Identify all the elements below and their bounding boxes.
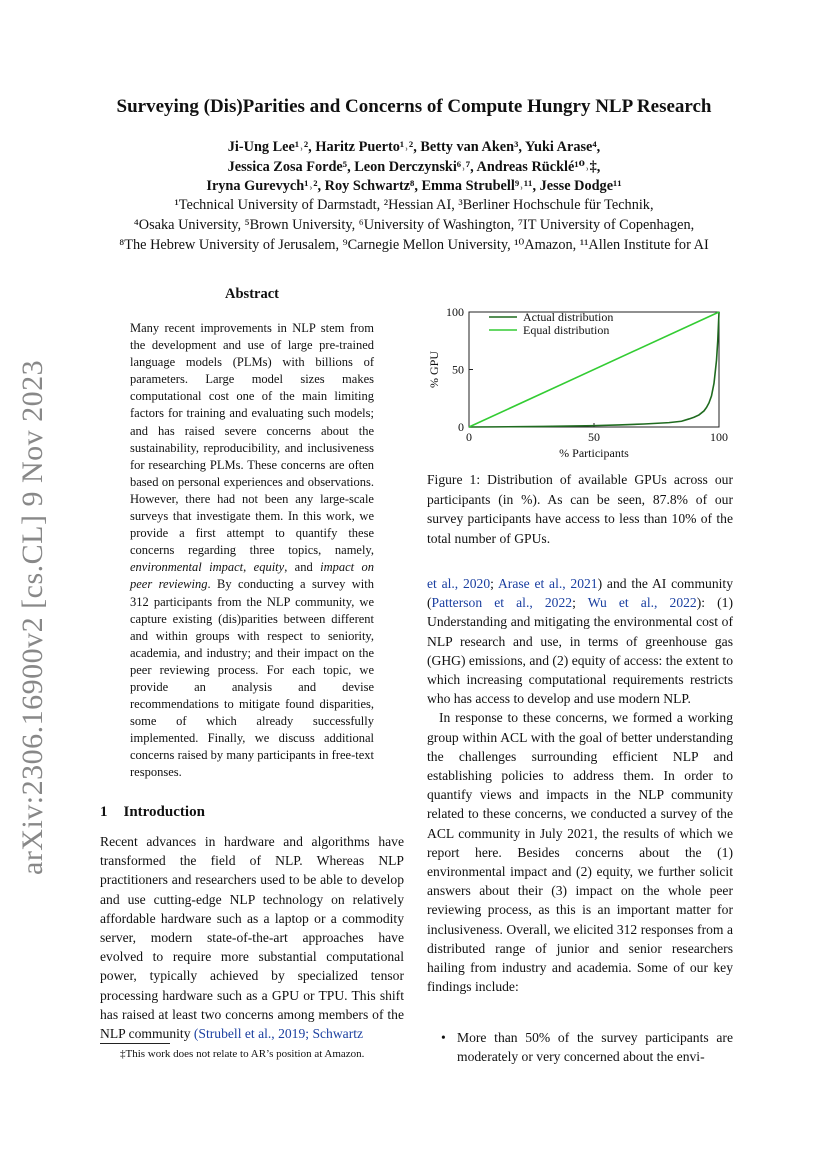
abstract-body: Many recent improvements in NLP stem from the development and use of large pre-trained language models (PLMs) with billions of parameters. Large model sizes makes computational cost one of the main limiting factors for training and evaluating such models; and has raised severe concerns about the sustainability, reproducibility, and inclusiveness for researching PLMs. These concerns are often based on personal experiences and observations. However, there had not been any large-scale surveys that investigate them. In this work, we provide a first attempt to quantify these concerns regarding three topics, namely, environmental impact, equity, and impact on peer reviewing. By conducting a survey with 312 participants from the NLP community, we capture existing (dis)parities between different and within groups with respect to seniority, academia, and industry; and their impact on the peer reviewing process. For each topic, we provide an analysis and devise recommendations to mitigate found disparities, some of which already successfully implemented. Finally, we discuss additional concerns raised by many participants in free-text responses. xyxy=(130,321,374,780)
legend-label: Actual distribution xyxy=(523,310,614,324)
footnote: ‡This work does not relate to AR’s position at Amazon. xyxy=(120,1048,365,1060)
abstract-emphasis: impact on peer reviewing xyxy=(130,560,374,592)
affiliation-line: ¹Technical University of Darmstadt, ²Hessian AI, ³Berliner Hochschule für Technik, xyxy=(174,197,654,213)
citation-link[interactable]: et al., 2020 xyxy=(427,576,491,591)
author-line: Iryna Gurevych¹˒², Roy Schwartz⁸, Emma Strubell⁹˒¹¹, Jesse Dodge¹¹ xyxy=(206,178,622,194)
x-axis-label: % Participants xyxy=(559,446,629,460)
y-axis-label: % GPU xyxy=(427,350,441,389)
figure-caption: Figure 1: Distribution of available GPUs across our participants (in %). As can be seen, 87.8% of our survey participants have access to less than 10% of the total number of GPUs. xyxy=(427,472,733,546)
arxiv-stamp: arXiv:2306.16900v2 [cs.CL] 9 Nov 2023 xyxy=(16,359,49,875)
author-line: Jessica Zosa Forde⁵, Leon Derczynski⁶˒⁷, Andreas Rücklé¹⁰˒‡, xyxy=(227,158,601,175)
abstract-emphasis: equity xyxy=(253,560,285,575)
affiliation-list xyxy=(0,195,828,255)
list-item: • More than 50% of the survey participants are moderately or very concerned about the envi- xyxy=(441,1030,733,1065)
author-list xyxy=(0,138,828,197)
x-tick-label: 50 xyxy=(588,430,600,444)
citation-link[interactable]: Wu et al., 2022 xyxy=(587,595,697,611)
abstract-emphasis: environmental impact xyxy=(130,560,244,575)
y-tick-label: 50 xyxy=(452,362,464,377)
author-line: Ji-Ung Lee¹˒², Haritz Puerto¹˒², Betty van Aken³, Yuki Arase⁴, xyxy=(227,139,601,155)
paragraph: In response to these concerns, we formed a working group within ACL with the goal of better understanding the challenges surrounding efficient NLP and establishing policies to address them. In order to quantify views and impacts in the NLP community related to these concerns, we conducted a survey of the ACL community in July 2021, the results of which we report here. Besides concerns about the (1) environmental impact and (2) equity, we further solicit answers about their (3) impact on the whole peer reviewing process, as this is an important matter for inclusiveness. Overall, we elicited 312 responses from a distributed range of junior and senior researchers hailing from industry and academia. Some of our key findings include: xyxy=(427,710,733,995)
affiliation-line: ⁸The Hebrew University of Jerusalem, ⁹Carnegie Mellon University, ¹⁰Amazon, ¹¹Allen Institute for AI xyxy=(119,237,709,253)
citation-link[interactable]: Patterson et al., 2022 xyxy=(431,595,573,611)
gpu-distribution-chart xyxy=(424,300,734,465)
paper-title: Surveying (Dis)Parities and Concerns of Compute Hungry NLP Research xyxy=(116,96,712,117)
right-column-body xyxy=(427,574,733,996)
citation-link[interactable]: (Strubell et al., 2019; Schwartz xyxy=(193,1026,364,1042)
introduction-body: Recent advances in hardware and algorithms have transformed the field of NLP. Whereas NLP practitioners and researchers used to be able to develop and use cutting-edge NLP technology on relatively affordable hardware such as a laptop or a commodity server, modern state-of-the-art approaches have evolved to require more substantial computational power, typically achieved by specialized tensor processing hardware such as a GPU or TPU. This shift has raised at least two concerns among members of the NLP community (Strubell et al., 2019; Schwartz xyxy=(100,834,404,1042)
y-tick-label: 100 xyxy=(446,305,464,319)
section-heading-introduction: 1 Introduction xyxy=(100,804,205,820)
y-tick-label: 0 xyxy=(458,420,464,434)
bullet-icon: • xyxy=(441,1030,446,1045)
affiliation-line: ⁴Osaka University, ⁵Brown University, ⁶University of Washington, ⁷IT University of Copenhagen, xyxy=(133,217,695,233)
footnote-rule xyxy=(100,1043,170,1044)
citation-link[interactable]: Arase et al., 2021 xyxy=(497,576,598,591)
legend-label: Equal distribution xyxy=(523,323,610,337)
x-tick-label: 0 xyxy=(466,430,472,444)
x-tick-label: 100 xyxy=(710,430,728,444)
abstract-heading: Abstract xyxy=(225,286,279,302)
paragraph: et al., 2020; Arase et al., 2021) and the AI community (Patterson et al., 2022; Wu et al., 2022): (1) Understanding and mitigating the environmental cost of NLP research and use, in terms of greenhouse gas (GHG) emissions, and (2) equity of access: the extent to which increasing computational requirements restricts who has access to develop and use modern NLP. xyxy=(427,576,733,707)
